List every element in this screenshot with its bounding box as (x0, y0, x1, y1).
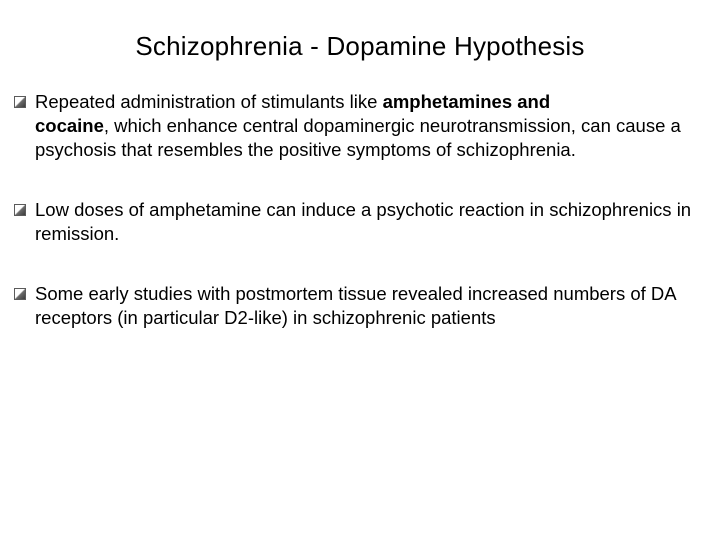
bullet-text: Some early studies with postmortem tissue revealed increased numbers of DA receptors (in particular D2-like) in schizophrenic patients (35, 283, 676, 328)
bullet-text-segment: Repeated administration of stimulants like (35, 91, 383, 112)
bullet-text: Low doses of amphetamine can induce a psychotic reaction in schizophrenics in remission. (35, 199, 692, 244)
bullet-text-bold: cocaine (35, 115, 104, 136)
bullet-text (35, 91, 681, 160)
bullet-list (14, 90, 718, 330)
bullet-text-bold: amphetamines and (382, 91, 551, 112)
bullet-item (14, 198, 718, 246)
checkbox-bullet-icon (14, 204, 26, 216)
bullet-item (14, 90, 718, 162)
bullet-text-segment: , which enhance central dopaminergic neurotransmission, can cause a psychosis that resembles the positive symptoms of schizophrenia. (35, 115, 681, 160)
bullet-item (14, 282, 718, 330)
slide-title: Schizophrenia - Dopamine Hypothesis (135, 31, 585, 61)
checkbox-bullet-icon (14, 96, 26, 108)
checkbox-bullet-icon (14, 288, 26, 300)
